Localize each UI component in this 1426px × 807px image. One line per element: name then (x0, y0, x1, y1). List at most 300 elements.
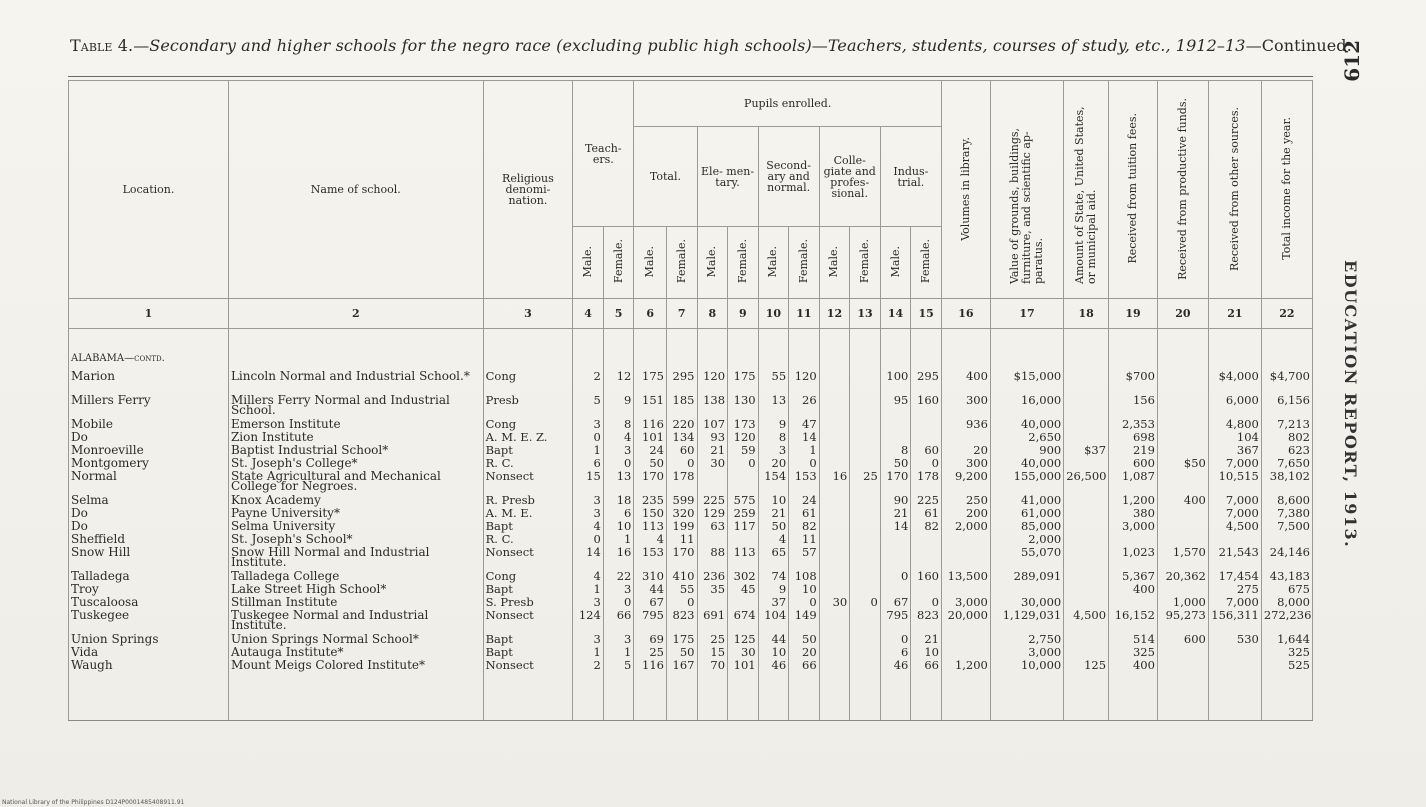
cell-value (850, 371, 881, 395)
spacer-cell (1208, 347, 1261, 371)
cell-value (728, 534, 759, 547)
cell-value: 173 (728, 419, 759, 432)
cell-value: 7,000 (1208, 508, 1261, 521)
cell-value: 21 (880, 508, 911, 521)
cell-value: 8,600 (1261, 495, 1312, 508)
scan-footer: National Library of the Philippines D124P0001485408911.91 (2, 799, 185, 806)
cell-value: 8 (603, 419, 634, 432)
cell-value: 15 (573, 471, 604, 495)
cell-value: 30 (697, 458, 728, 471)
cell-value (1157, 419, 1208, 432)
cell-value (728, 471, 759, 495)
cell-value: 24,146 (1261, 547, 1312, 571)
cell-value: 41,000 (990, 495, 1063, 508)
cell-value: 9 (758, 419, 789, 432)
spacer-cell (911, 329, 942, 347)
spacer-cell (1208, 673, 1261, 721)
cell-value (819, 647, 850, 660)
header-male: Male. (819, 227, 850, 299)
cell-location: Millers Ferry (69, 395, 229, 419)
cell-value: 20,000 (942, 610, 991, 634)
cell-value: 156,311 (1208, 610, 1261, 634)
cell-location: Vida (69, 647, 229, 660)
cell-value: 1 (789, 445, 820, 458)
cell-location: Do (69, 508, 229, 521)
cell-value: 60 (666, 445, 697, 458)
cell-school-name: Lincoln Normal and Industrial School.* (228, 371, 483, 395)
header-tuition: Received from tuition fees. (1109, 81, 1158, 299)
cell-value: 46 (880, 660, 911, 673)
cell-school-name: Stillman Institute (228, 597, 483, 610)
header-other: Received from other sources. (1208, 81, 1261, 299)
table-row (69, 419, 1313, 432)
cell-value: 170 (634, 471, 667, 495)
cell-value: 2,750 (990, 634, 1063, 647)
cell-value: 4 (758, 534, 789, 547)
cell-value: 259 (728, 508, 759, 521)
cell-value: 25 (850, 471, 881, 495)
cell-value: 107 (697, 419, 728, 432)
table-row (69, 458, 1313, 471)
cell-school-name: Union Springs Normal School* (228, 634, 483, 647)
cell-value (850, 521, 881, 534)
cell-value: 400 (1109, 660, 1158, 673)
cell-value: 2,353 (1109, 419, 1158, 432)
spacer-cell (1261, 329, 1312, 347)
cell-value: $15,000 (990, 371, 1063, 395)
cell-value (1064, 571, 1109, 584)
cell-value: 93 (697, 432, 728, 445)
cell-value: 220 (666, 419, 697, 432)
cell-value: 175 (728, 371, 759, 395)
table-row (69, 571, 1313, 584)
cell-value (819, 395, 850, 419)
column-number: 14 (880, 299, 911, 329)
column-number: 5 (603, 299, 634, 329)
cell-denomination: Nonsect (483, 547, 573, 571)
cell-value: 11 (789, 534, 820, 547)
table-row (69, 597, 1313, 610)
spacer-cell (483, 329, 573, 347)
cell-value: 154 (758, 471, 789, 495)
cell-value: 178 (911, 471, 942, 495)
cell-value: 117 (728, 521, 759, 534)
cell-value: 802 (1261, 432, 1312, 445)
table-row (69, 534, 1313, 547)
column-number: 12 (819, 299, 850, 329)
cell-value: 25 (634, 647, 667, 660)
cell-denomination: R. C. (483, 534, 573, 547)
cell-value: 120 (789, 371, 820, 395)
cell-value: 25 (697, 634, 728, 647)
cell-value: 0 (603, 597, 634, 610)
cell-value: 50 (789, 634, 820, 647)
cell-value: 1,570 (1157, 547, 1208, 571)
cell-value (850, 419, 881, 432)
cell-value (1109, 534, 1158, 547)
cell-value: 66 (603, 610, 634, 634)
spacer-cell (573, 347, 604, 371)
cell-value: 12 (603, 371, 634, 395)
spacer-cell (758, 673, 789, 721)
cell-value: 88 (697, 547, 728, 571)
cell-value (819, 508, 850, 521)
page-number: 612 (1340, 40, 1364, 82)
spacer-cell (728, 673, 759, 721)
header-library: Volumes in library. (942, 81, 991, 299)
column-number: 13 (850, 299, 881, 329)
table-row (69, 395, 1313, 419)
table-row (69, 432, 1313, 445)
cell-value: 8 (880, 445, 911, 458)
header-female: Female. (603, 227, 634, 299)
cell-value (819, 547, 850, 571)
cell-value (1157, 371, 1208, 395)
spacer-cell (666, 329, 697, 347)
cell-value: 3 (573, 597, 604, 610)
cell-value: 160 (911, 571, 942, 584)
cell-value: 160 (911, 395, 942, 419)
cell-value: 3 (573, 508, 604, 521)
cell-value (819, 458, 850, 471)
cell-denomination: Presb (483, 395, 573, 419)
cell-value (911, 432, 942, 445)
spacer-cell (942, 673, 991, 721)
cell-value (850, 508, 881, 521)
cell-value: 4 (573, 521, 604, 534)
cell-value: 1,023 (1109, 547, 1158, 571)
cell-value: 95,273 (1157, 610, 1208, 634)
column-number: 20 (1157, 299, 1208, 329)
cell-value: 795 (634, 610, 667, 634)
spacer-cell (789, 673, 820, 721)
cell-value: 10 (603, 521, 634, 534)
cell-value: 66 (911, 660, 942, 673)
column-number: 6 (634, 299, 667, 329)
cell-value: 674 (728, 610, 759, 634)
cell-value: 44 (634, 584, 667, 597)
cell-location: Snow Hill (69, 547, 229, 571)
cell-value: 3,000 (990, 647, 1063, 660)
cell-value: 167 (666, 660, 697, 673)
header-secondary: Second- ary and normal. (758, 127, 819, 227)
cell-value: 11 (666, 534, 697, 547)
column-number: 17 (990, 299, 1063, 329)
title-end: Continued. (1261, 36, 1352, 55)
cell-value: 6 (603, 508, 634, 521)
cell-value: 1,087 (1109, 471, 1158, 495)
column-number: 8 (697, 299, 728, 329)
cell-value: 236 (697, 571, 728, 584)
cell-value: 1 (573, 647, 604, 660)
cell-school-name: Autauga Institute* (228, 647, 483, 660)
spacer-cell (228, 673, 483, 721)
header-female: Female. (911, 227, 942, 299)
column-number: 9 (728, 299, 759, 329)
cell-value: 530 (1208, 634, 1261, 647)
cell-value (697, 597, 728, 610)
header-female: Female. (728, 227, 759, 299)
cell-value: 185 (666, 395, 697, 419)
spacer-cell (1064, 673, 1109, 721)
cell-value: 2 (573, 371, 604, 395)
cell-value: 3 (603, 445, 634, 458)
cell-value: 16 (819, 471, 850, 495)
spacer-cell (850, 329, 881, 347)
table-row (69, 634, 1313, 647)
cell-value: 170 (666, 547, 697, 571)
header-total: Total. (634, 127, 697, 227)
cell-value (1157, 647, 1208, 660)
cell-value: 10 (911, 647, 942, 660)
cell-value (1157, 432, 1208, 445)
spacer-cell (990, 347, 1063, 371)
cell-value: 410 (666, 571, 697, 584)
cell-value: 295 (911, 371, 942, 395)
spacer-cell (483, 347, 573, 371)
cell-value: 295 (666, 371, 697, 395)
cell-value: 1,000 (1157, 597, 1208, 610)
cell-value: 125 (1064, 660, 1109, 673)
spacer-cell (634, 673, 667, 721)
cell-value: 7,213 (1261, 419, 1312, 432)
cell-value (850, 547, 881, 571)
cell-location: Sheffield (69, 534, 229, 547)
cell-value (1064, 521, 1109, 534)
spacer-cell (990, 673, 1063, 721)
cell-value: 1,200 (942, 660, 991, 673)
spacer-cell (819, 329, 850, 347)
cell-value: 0 (728, 458, 759, 471)
cell-value: 15 (697, 647, 728, 660)
spacer-cell (666, 673, 697, 721)
cell-school-name: Snow Hill Normal and Industrial Institute. (228, 547, 483, 571)
header-female: Female. (666, 227, 697, 299)
cell-value: 6,156 (1261, 395, 1312, 419)
cell-value: 823 (666, 610, 697, 634)
cell-value: 7,000 (1208, 458, 1261, 471)
cell-value (1208, 647, 1261, 660)
table-row (69, 521, 1313, 534)
column-number: 3 (483, 299, 573, 329)
cell-value: 1 (603, 534, 634, 547)
cell-value: 101 (634, 432, 667, 445)
cell-value: 2,650 (990, 432, 1063, 445)
cell-value (850, 660, 881, 673)
header-name: Name of school. (228, 81, 483, 299)
header-aid: Amount of State, United States, or municipal aid. (1064, 81, 1109, 299)
cell-value (850, 495, 881, 508)
cell-location: Mobile (69, 419, 229, 432)
cell-value: 55 (758, 371, 789, 395)
cell-value: 400 (1157, 495, 1208, 508)
cell-value (880, 419, 911, 432)
cell-denomination: Bapt (483, 445, 573, 458)
cell-value: 46 (758, 660, 789, 673)
cell-value: 4,500 (1064, 610, 1109, 634)
cell-value (819, 495, 850, 508)
cell-value: 125 (728, 634, 759, 647)
cell-value: 153 (789, 471, 820, 495)
cell-value (819, 634, 850, 647)
cell-value: 272,236 (1261, 610, 1312, 634)
cell-denomination: Cong (483, 371, 573, 395)
cell-value: 16 (603, 547, 634, 571)
spacer-cell (819, 347, 850, 371)
cell-value: 9 (758, 584, 789, 597)
cell-value: $700 (1109, 371, 1158, 395)
spacer-cell (942, 347, 991, 371)
cell-location: Monroeville (69, 445, 229, 458)
cell-denomination: Nonsect (483, 471, 573, 495)
cell-value: 7,650 (1261, 458, 1312, 471)
cell-value: 9,200 (942, 471, 991, 495)
cell-value (1064, 547, 1109, 571)
cell-value: 16,000 (990, 395, 1063, 419)
cell-value (1157, 660, 1208, 673)
cell-value: 698 (1109, 432, 1158, 445)
cell-value (911, 584, 942, 597)
cell-value: 5 (573, 395, 604, 419)
cell-denomination: R. C. (483, 458, 573, 471)
cell-value: 0 (603, 458, 634, 471)
cell-value: 0 (880, 634, 911, 647)
cell-value (819, 432, 850, 445)
cell-value: 199 (666, 521, 697, 534)
cell-denomination: Nonsect (483, 610, 573, 634)
title-text: —Secondary and higher schools for the negro race (excluding public high schools)—Teachers, students, courses of study, etc., 1912–13— (133, 36, 1262, 55)
spacer-cell (228, 329, 483, 347)
cell-location: Selma (69, 495, 229, 508)
cell-value: 50 (634, 458, 667, 471)
table-body (69, 299, 1313, 721)
cell-value (1109, 597, 1158, 610)
spacer-cell (990, 329, 1063, 347)
cell-value: 8 (758, 432, 789, 445)
cell-value: 13,500 (942, 571, 991, 584)
cell-value (1064, 647, 1109, 660)
cell-value: 10 (758, 495, 789, 508)
cell-value (697, 471, 728, 495)
cell-value (880, 432, 911, 445)
spacer-cell (69, 329, 229, 347)
table-row (69, 584, 1313, 597)
cell-value: 2,000 (942, 521, 991, 534)
column-number: 1 (69, 299, 229, 329)
spacer-cell (697, 329, 728, 347)
cell-value: 400 (1109, 584, 1158, 597)
header-female: Female. (789, 227, 820, 299)
cell-school-name: St. Joseph's College* (228, 458, 483, 471)
header-female: Female. (850, 227, 881, 299)
cell-value (1064, 534, 1109, 547)
spacer-cell (911, 347, 942, 371)
cell-value: 21 (697, 445, 728, 458)
cell-value (819, 660, 850, 673)
cell-value: 219 (1109, 445, 1158, 458)
cell-value (942, 584, 991, 597)
cell-value: 795 (880, 610, 911, 634)
cell-value: 10,000 (990, 660, 1063, 673)
cell-value (850, 634, 881, 647)
column-number: 10 (758, 299, 789, 329)
cell-value: 10,515 (1208, 471, 1261, 495)
table-row (69, 660, 1313, 673)
cell-value: 1 (603, 647, 634, 660)
cell-value: 13 (603, 471, 634, 495)
cell-school-name: Zion Institute (228, 432, 483, 445)
cell-value: 0 (666, 597, 697, 610)
cell-value: 8,000 (1261, 597, 1312, 610)
cell-value (819, 419, 850, 432)
cell-value: 57 (789, 547, 820, 571)
cell-value: 67 (880, 597, 911, 610)
filler-row (69, 673, 1313, 721)
cell-value: 289,091 (990, 571, 1063, 584)
spacer-cell (728, 329, 759, 347)
spacer-cell (850, 673, 881, 721)
cell-location: Do (69, 521, 229, 534)
table-row (69, 495, 1313, 508)
cell-value (942, 534, 991, 547)
cell-denomination: A. M. E. Z. (483, 432, 573, 445)
cell-value (819, 571, 850, 584)
cell-value: 0 (573, 432, 604, 445)
spacer-cell (697, 673, 728, 721)
cell-value (1157, 521, 1208, 534)
cell-value (990, 584, 1063, 597)
cell-value (728, 597, 759, 610)
cell-value (880, 547, 911, 571)
cell-school-name: Knox Academy (228, 495, 483, 508)
spacer-cell (789, 347, 820, 371)
cell-value: 7,000 (1208, 495, 1261, 508)
cell-value (850, 584, 881, 597)
header-elementary: Ele- men- tary. (697, 127, 758, 227)
cell-value (1064, 458, 1109, 471)
cell-value (1157, 508, 1208, 521)
cell-value: 575 (728, 495, 759, 508)
cell-value: 85,000 (990, 521, 1063, 534)
cell-value: 30 (728, 647, 759, 660)
state-heading-row (69, 347, 1313, 371)
cell-value: 116 (634, 419, 667, 432)
cell-value: 4,800 (1208, 419, 1261, 432)
spacer-cell (728, 347, 759, 371)
cell-value: 70 (697, 660, 728, 673)
cell-value: 623 (1261, 445, 1312, 458)
cell-value: 124 (573, 610, 604, 634)
spacer-cell (69, 673, 229, 721)
cell-value: 3 (573, 634, 604, 647)
cell-value: 61 (789, 508, 820, 521)
spacer-cell (573, 673, 604, 721)
spacer-cell (1064, 347, 1109, 371)
cell-value (819, 584, 850, 597)
cell-value: 900 (990, 445, 1063, 458)
spacer-cell (850, 347, 881, 371)
cell-value: 44 (758, 634, 789, 647)
spacer-cell (1109, 673, 1158, 721)
spacer-cell (880, 673, 911, 721)
cell-location: Do (69, 432, 229, 445)
cell-value: 20,362 (1157, 571, 1208, 584)
cell-value: 600 (1109, 458, 1158, 471)
cell-value: 50 (666, 647, 697, 660)
cell-value (1064, 432, 1109, 445)
spacer-cell (942, 329, 991, 347)
cell-value: 120 (728, 432, 759, 445)
